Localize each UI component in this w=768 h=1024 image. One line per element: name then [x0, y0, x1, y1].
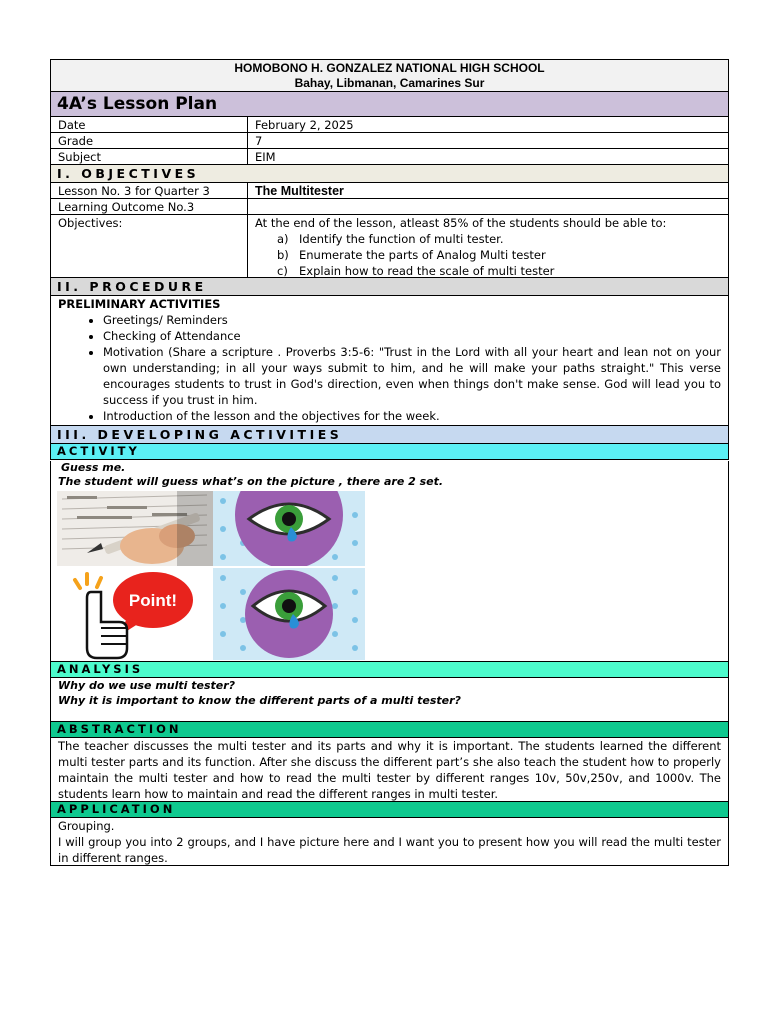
application-line: I will group you into 2 groups, and I have picture here and I want you to present how you will read the multi tester in different ranges. — [58, 835, 721, 865]
writing-hand-illustration — [57, 491, 213, 566]
objective-item — [277, 231, 728, 247]
info-row-subject — [50, 149, 729, 165]
school-address: Bahay, Libmanan, Camarines Sur — [294, 76, 485, 90]
activity-instruction: The student will guess what’s on the picture , there are 2 set. — [58, 475, 444, 488]
objective-item — [277, 247, 728, 263]
eye-tear-icon — [213, 491, 365, 566]
activity-heading: ACTIVITY — [50, 444, 729, 460]
objective-marker: b) — [277, 248, 289, 262]
info-value: EIM — [255, 150, 276, 164]
eye-tear-icon — [213, 568, 365, 660]
objective-text: Identify the function of multi tester. — [299, 232, 504, 246]
objectives-row — [50, 215, 729, 278]
outcome-value — [248, 199, 728, 214]
learning-outcome-row — [50, 199, 729, 215]
objective-item — [277, 263, 728, 279]
objectives-content — [248, 215, 728, 277]
objective-marker: a) — [277, 232, 289, 246]
info-row-grade — [50, 133, 729, 149]
analysis-heading: ANALYSIS — [50, 662, 729, 678]
preliminary-item: • Checking of Attendance — [103, 328, 721, 344]
objectives-list — [255, 231, 728, 279]
application-heading: APPLICATION — [50, 802, 729, 818]
developing-activities-heading: III. DEVELOPING ACTIVITIES — [50, 426, 729, 444]
point-text: Point! — [128, 591, 178, 610]
info-value: February 2, 2025 — [255, 118, 354, 132]
outcome-label: Learning Outcome No.3 — [51, 199, 248, 214]
point-picture — [57, 568, 213, 660]
eye-tear-picture-1 — [213, 491, 365, 566]
application-body — [50, 818, 729, 866]
preliminary-heading: PRELIMINARY ACTIVITIES — [58, 297, 221, 311]
info-value: 7 — [255, 134, 263, 148]
lesson-plan-document — [50, 59, 729, 866]
objective-text: Explain how to read the scale of multi tester — [299, 264, 555, 278]
objective-text: Enumerate the parts of Analog Multi tester — [299, 248, 546, 262]
info-label: Subject — [51, 149, 248, 164]
analysis-question: Why it is important to know the different parts of a multi tester? — [58, 694, 461, 707]
abstraction-heading: ABSTRACTION — [50, 722, 729, 738]
objectives-intro: At the end of the lesson, atleast 85% of the students should be able to: — [255, 216, 667, 230]
eye-tear-picture-2 — [213, 568, 365, 660]
lesson-plan-title: 4A’s Lesson Plan — [50, 92, 729, 117]
writing-hand-picture — [57, 491, 213, 566]
school-name: HOMOBONO H. GONZALEZ NATIONAL HIGH SCHOOL — [234, 61, 545, 75]
preliminary-item: • Introduction of the lesson and the objectives for the week. — [103, 408, 721, 424]
point-illustration — [57, 568, 213, 660]
preliminary-activities — [50, 296, 729, 426]
activity-body — [50, 461, 729, 662]
school-header — [50, 59, 729, 92]
procedure-heading: II. PROCEDURE — [50, 278, 729, 296]
preliminary-list — [58, 312, 721, 424]
analysis-question: Why do we use multi tester? — [58, 679, 236, 692]
info-label: Date — [51, 117, 248, 132]
lesson-title: The Multitester — [255, 184, 344, 198]
preliminary-item: • Motivation (Share a scripture . Proverbs 3:5-6: "Trust in the Lord with all your heart and lean not on your own understanding; in all your ways submit to him, and he will make your paths straight." This verse encourages students to trust in God's direction, even when things don't make sense. God will lead you to success if you trust in him. — [103, 344, 721, 408]
activity-title: Guess me. — [61, 461, 126, 474]
objective-marker: c) — [277, 264, 288, 278]
objectives-heading: I. OBJECTIVES — [50, 165, 729, 183]
lesson-number-row — [50, 183, 729, 199]
lesson-label: Lesson No. 3 for Quarter 3 — [51, 183, 248, 198]
preliminary-item: • Greetings/ Reminders — [103, 312, 721, 328]
application-line: Grouping. — [58, 819, 115, 833]
analysis-body — [50, 678, 729, 722]
abstraction-body: The teacher discusses the multi tester and its parts and why it is important. The students learned the different multi tester parts and its function. After she discuss the different part’s she also teach the student how to properly maintain the multi tester and how to read the multi tester by different ranges 10v, 50v,250v, and 1000v. The students learn how to maintain and read the different ranges in multi tester. — [50, 738, 729, 802]
objectives-label: Objectives: — [51, 215, 248, 277]
info-row-date — [50, 117, 729, 133]
info-label: Grade — [51, 133, 248, 148]
